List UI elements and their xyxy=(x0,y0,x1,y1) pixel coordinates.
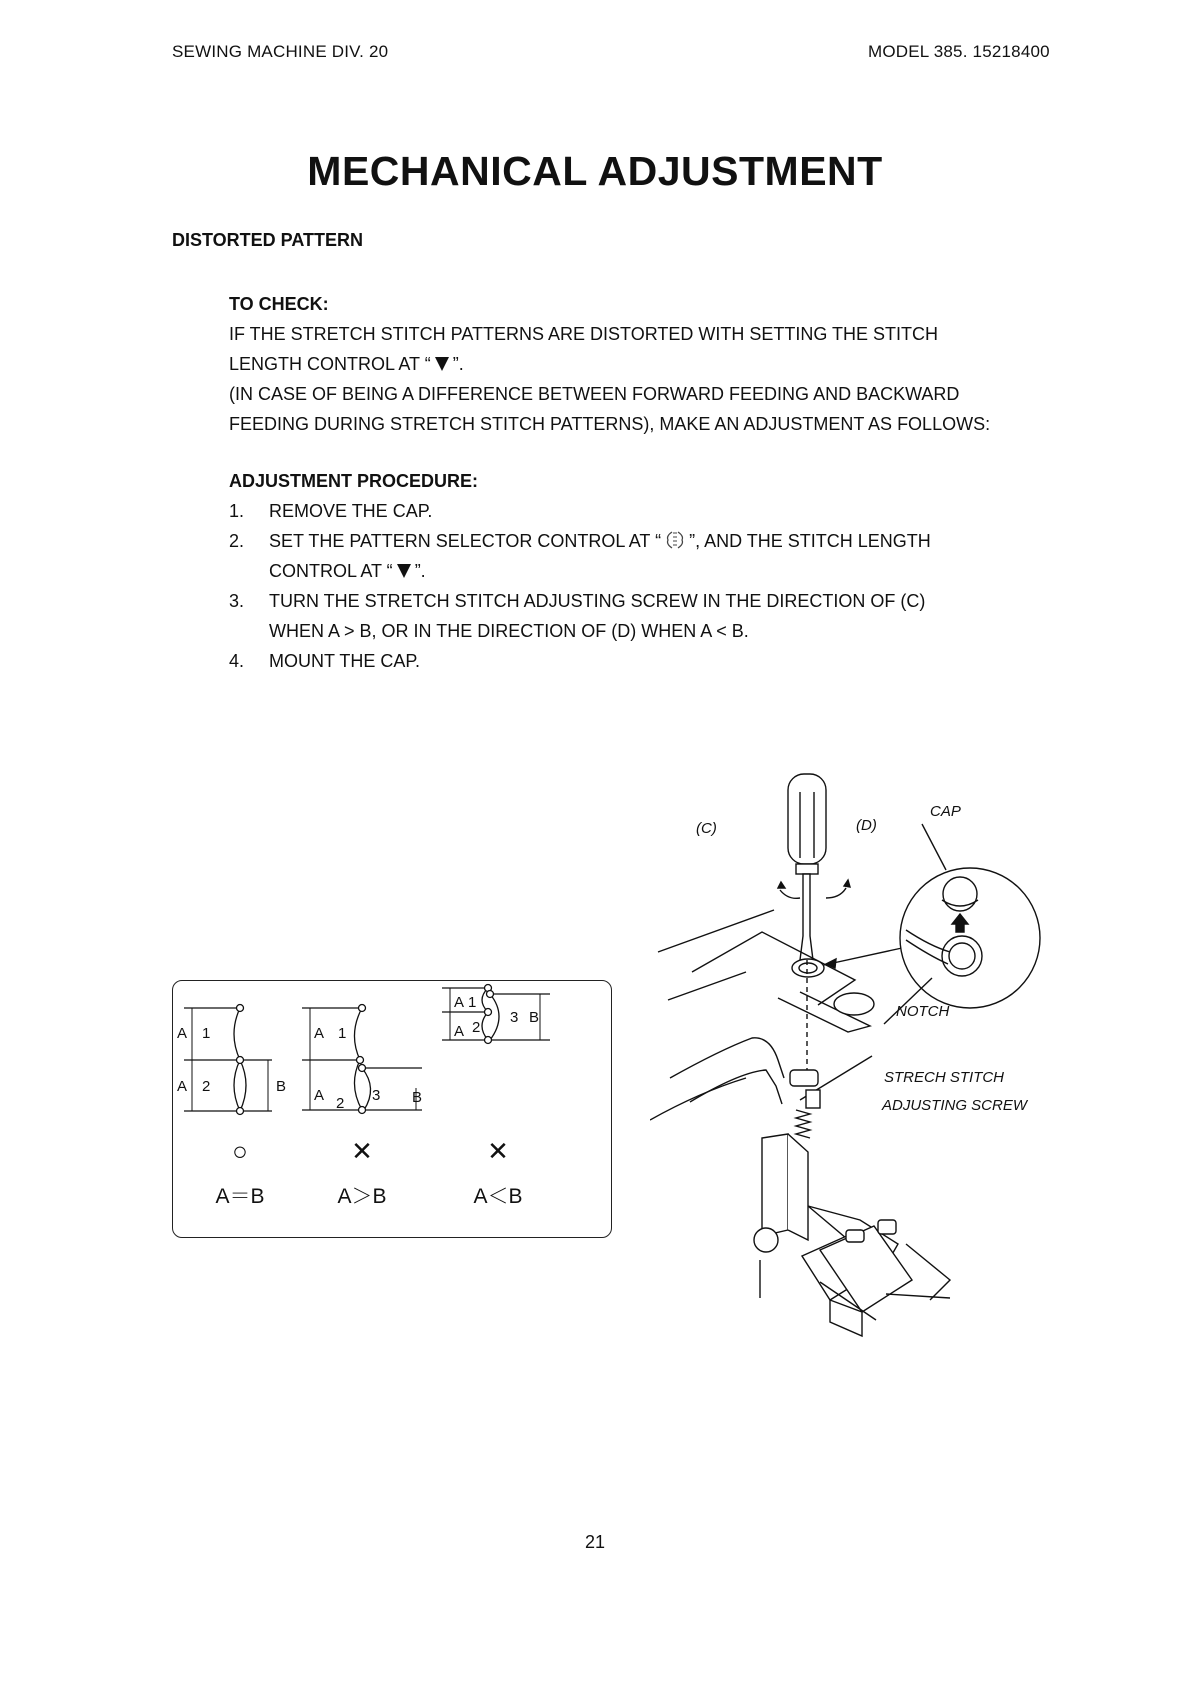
step-3 xyxy=(229,586,1109,646)
label-a: A xyxy=(314,1025,325,1042)
procedure-block xyxy=(229,466,1109,676)
ng-icon: ✕ xyxy=(487,1136,509,1166)
screwdriver-shaft xyxy=(800,874,813,960)
page-number: 21 xyxy=(584,1532,606,1552)
label-a: A xyxy=(177,1025,188,1042)
step-text: MOUNT THE CAP. xyxy=(269,651,421,671)
step-number: 3. xyxy=(229,591,245,611)
ok-icon: ○ xyxy=(232,1136,248,1166)
label-1: 1 xyxy=(338,1025,347,1042)
label-2: 2 xyxy=(336,1095,345,1112)
screwdriver-handle xyxy=(788,774,826,864)
ng-icon: ✕ xyxy=(351,1136,373,1166)
to-check-block xyxy=(229,289,1109,439)
case-caption: A＞B xyxy=(337,1185,387,1208)
step-text: CONTROL AT “ xyxy=(269,561,393,581)
spring xyxy=(796,1110,810,1138)
to-check-line-1: IF THE STRETCH STITCH PATTERNS ARE DISTORTED WITH SETTING THE STITCH xyxy=(229,324,939,344)
to-check-line-2 xyxy=(229,349,1109,379)
case-caption: A＜B xyxy=(473,1185,523,1208)
page-title: MECHANICAL ADJUSTMENT xyxy=(307,148,883,194)
step-text: WHEN A > B, OR IN THE DIRECTION OF (D) WHEN A < B. xyxy=(269,621,749,641)
step-text: REMOVE THE CAP. xyxy=(269,501,433,521)
label-b: B xyxy=(412,1089,423,1106)
down-triangle-icon xyxy=(397,564,411,578)
label-notch: NOTCH xyxy=(896,1003,950,1020)
label-1: 1 xyxy=(202,1025,211,1042)
step-text: TURN THE STRETCH STITCH ADJUSTING SCREW IN THE DIRECTION OF (C) xyxy=(269,591,926,611)
step-text: ”, AND THE STITCH LENGTH xyxy=(689,531,931,551)
step-2 xyxy=(229,526,1109,586)
to-check-line-2-after: ”. xyxy=(452,354,464,374)
label-1: 1 xyxy=(468,994,477,1011)
label-a: A xyxy=(314,1087,325,1104)
step-number: 2. xyxy=(229,531,245,551)
label-cap: CAP xyxy=(930,803,961,820)
label-3: 3 xyxy=(372,1087,381,1104)
label-a: A xyxy=(454,994,465,1011)
label-c: (C) xyxy=(696,820,717,837)
header-right: MODEL 385. 15218400 xyxy=(868,42,1050,61)
label-a: A xyxy=(177,1078,188,1095)
step-4 xyxy=(229,646,1109,676)
stretch-pattern-icon xyxy=(664,530,686,550)
step-text: ”. xyxy=(414,561,426,581)
label-a: A xyxy=(454,1023,465,1040)
label-b: B xyxy=(529,1009,540,1026)
step-number: 1. xyxy=(229,501,245,521)
to-check-line-3: (IN CASE OF BEING A DIFFERENCE BETWEEN FORWARD FEEDING AND BACKWARD xyxy=(229,384,960,404)
label-screw-line-1: STRECH STITCH xyxy=(884,1069,1004,1086)
label-2: 2 xyxy=(202,1078,211,1095)
case-caption: A＝B xyxy=(215,1185,265,1208)
label-d: (D) xyxy=(856,817,877,834)
section-title: DISTORTED PATTERN xyxy=(172,230,364,250)
procedure-heading: ADJUSTMENT PROCEDURE: xyxy=(229,471,479,491)
down-triangle-icon xyxy=(435,357,449,371)
header-left: SEWING MACHINE DIV. 20 xyxy=(172,42,389,61)
adjusting-screw xyxy=(790,1070,818,1086)
step-number: 4. xyxy=(229,651,245,671)
label-b: B xyxy=(276,1078,287,1095)
to-check-line-4: FEEDING DURING STRETCH STITCH PATTERNS), MAKE AN ADJUSTMENT AS FOLLOWS: xyxy=(229,414,991,434)
procedure-steps xyxy=(229,496,1109,676)
step-text: SET THE PATTERN SELECTOR CONTROL AT “ xyxy=(269,531,662,551)
stitch-diagram xyxy=(172,980,612,1238)
to-check-heading: TO CHECK: xyxy=(229,294,329,314)
label-2: 2 xyxy=(472,1019,481,1036)
step-1 xyxy=(229,496,1109,526)
to-check-line-2-before: LENGTH CONTROL AT “ xyxy=(229,354,431,374)
machine-illustration xyxy=(650,760,1070,1420)
label-screw-line-2: ADJUSTING SCREW xyxy=(882,1097,1028,1114)
label-3: 3 xyxy=(510,1009,519,1026)
